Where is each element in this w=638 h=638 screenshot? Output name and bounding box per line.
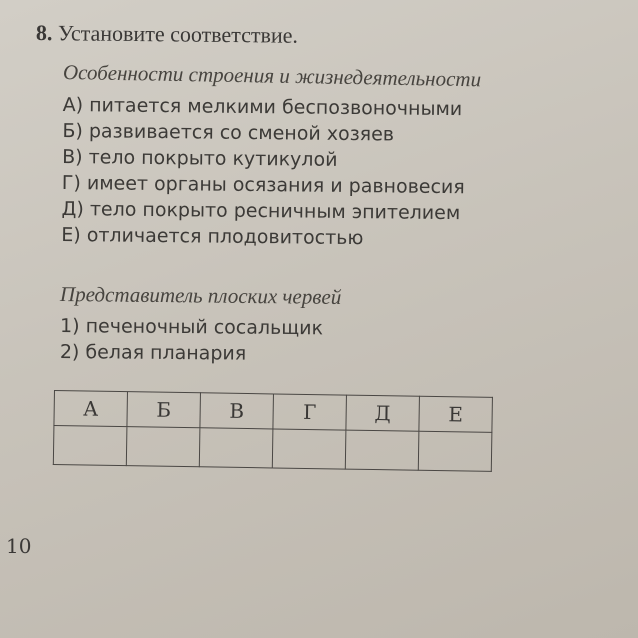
answer-cell-e[interactable] <box>418 431 492 471</box>
representative-text: печеночный сосальщик <box>85 315 324 340</box>
answer-table-answer-row <box>53 426 492 472</box>
answer-header-v: В <box>200 393 274 429</box>
feature-text: отличается плодовитостью <box>86 224 364 250</box>
feature-text: развивается со сменой хозяев <box>88 120 395 146</box>
answer-cell-b[interactable] <box>126 427 200 467</box>
feature-text: питается мелкими беспозвоночными <box>89 94 463 121</box>
representative-item-2 <box>60 339 323 367</box>
answer-header-d: Д <box>346 395 420 431</box>
answer-cell-a[interactable] <box>53 426 127 466</box>
representative-number: 2) <box>59 340 80 364</box>
page-number: 10 <box>6 534 32 558</box>
feature-text: имеет органы осязания и равновесия <box>86 172 465 199</box>
feature-letter: Д) <box>61 197 84 221</box>
features-heading: Особенности строения и жизнедеятельности <box>62 60 482 92</box>
feature-text: тело покрыто кутикулой <box>88 146 338 171</box>
representative-number: 1) <box>60 315 80 338</box>
representatives-heading: Представитель плоских червей <box>59 282 342 309</box>
answer-header-g: Г <box>273 394 347 430</box>
feature-letter: Б) <box>62 120 83 143</box>
answer-header-a: А <box>54 391 128 427</box>
task-instruction: Установите соответствие. <box>57 20 299 48</box>
feature-letter: Г) <box>61 171 81 195</box>
features-list <box>61 92 466 252</box>
feature-item-e <box>61 222 464 252</box>
representative-text: белая планария <box>85 341 247 365</box>
feature-letter: А) <box>62 94 84 117</box>
answer-header-e: Е <box>419 396 493 432</box>
task-number: 8. <box>35 20 53 46</box>
answer-cell-v[interactable] <box>199 428 273 468</box>
representative-item-1 <box>60 313 323 341</box>
answer-header-b: Б <box>127 392 201 428</box>
task-title <box>36 20 298 49</box>
answer-cell-d[interactable] <box>345 430 419 470</box>
feature-text: тело покрыто ресничным эпителием <box>89 198 461 225</box>
answer-cell-g[interactable] <box>272 429 346 469</box>
answer-table <box>53 390 493 472</box>
representatives-list <box>60 313 323 367</box>
feature-letter: В) <box>62 146 83 169</box>
feature-letter: Е) <box>61 223 81 247</box>
